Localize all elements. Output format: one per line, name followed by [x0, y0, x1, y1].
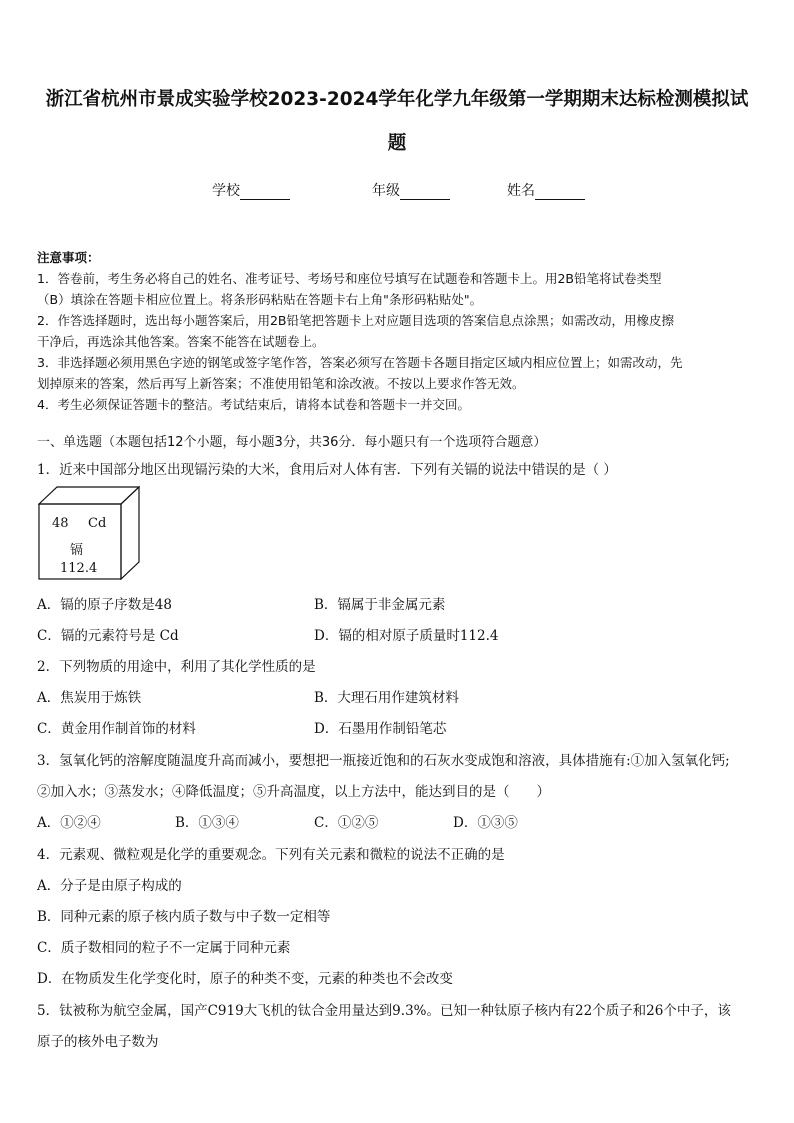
- element-mass: 112.4: [60, 561, 98, 576]
- element-symbol: Cd: [88, 516, 107, 531]
- notes-heading: 注意事项：: [37, 250, 100, 265]
- question-5-stem-line-2: 原子的核外电子数为: [37, 1034, 159, 1050]
- option-2c: C．黄金用作制首饰的材料: [37, 721, 196, 737]
- element-name: 镉: [70, 543, 84, 558]
- option-2d: D．石墨用作制铅笔芯: [314, 721, 447, 737]
- notes-item: 2．作答选择题时，选出每小题答案后，用2B铅笔把答题卡上对应题目选项的答案信息点涂黑；如需改动，用橡皮擦: [37, 313, 674, 328]
- title-line-1: 浙江省杭州市景成实验学校2023-2024学年化学九年级第一学期期末达标检测模拟试: [45, 89, 749, 110]
- section-heading: 一、单选题（本题包括12个小题，每小题3分，共36分．每小题只有一个选项符合题意）: [37, 435, 547, 450]
- element-card-cadmium: [38, 486, 140, 580]
- option-2a: A．焦炭用于炼铁: [37, 690, 142, 706]
- option-1d: D．镉的相对原子质量时112.4: [314, 628, 499, 644]
- option-1b: B．镉属于非金属元素: [314, 597, 446, 613]
- grade-field: 年级: [372, 180, 450, 200]
- option-2b: B．大理石用作建筑材料: [314, 690, 459, 706]
- option-3a: A．①②④: [37, 815, 101, 831]
- option-3b: B．①③④: [175, 815, 239, 831]
- notes-item: 3．非选择题必须用黑色字迹的钢笔或签字笔作答，答案必须写在答题卡各题目指定区域内相应位置上；如需改动，先: [37, 355, 683, 370]
- title-line-2: 题: [387, 133, 407, 154]
- notes-section: [37, 247, 757, 415]
- notes-item: （B）填涂在答题卡相应位置上。将条形码粘贴在答题卡右上角"条形码粘贴处"。: [37, 292, 483, 307]
- notes-item: 干净后，再选涂其他答案。答案不能答在试题卷上。: [37, 334, 325, 349]
- element-number: 48: [52, 516, 69, 531]
- option-3d: D．①③⑤: [453, 815, 518, 831]
- exam-title: [30, 78, 764, 166]
- notes-item: 4．考生必须保证答题卡的整洁。考试结束后，请将本试卷和答题卡一并交回。: [37, 397, 470, 412]
- notes-item: 划掉原来的答案，然后再写上新答案；不准使用铅笔和涂改液。不按以上要求作答无效。: [37, 376, 525, 391]
- question-3-stem-line-2: ②加入水；③蒸发水；④降低温度；⑤升高温度，以上方法中，能达到目的是（ ）: [37, 784, 550, 800]
- school-field: 学校: [212, 180, 290, 200]
- option-4d: D．在物质发生化学变化时，原子的种类不变，元素的种类也不会改变: [37, 971, 453, 987]
- question-3-stem-line-1: 3．氢氧化钙的溶解度随温度升高而减小，要想把一瓶接近饱和的石灰水变成饱和溶液，具体措施有:①加入氢氧化钙;: [37, 753, 730, 769]
- name-field: 姓名: [507, 180, 585, 200]
- option-1a: A．镉的原子序数是48: [37, 597, 172, 613]
- question-4-stem: 4．元素观、微粒观是化学的重要观念。下列有关元素和微粒的说法不正确的是: [37, 847, 505, 863]
- option-1c: C．镉的元素符号是 Cd: [37, 628, 179, 644]
- question-1-stem: 1．近来中国部分地区出现镉污染的大米，食用后对人体有害．下列有关镉的说法中错误的是（ ）: [37, 462, 617, 478]
- question-2-stem: 2．下列物质的用途中，利用了其化学性质的是: [37, 659, 316, 675]
- option-4a: A．分子是由原子构成的: [37, 878, 182, 894]
- option-4c: C．质子数相同的粒子不一定属于同种元素: [37, 940, 291, 956]
- option-3c: C．①②⑤: [314, 815, 379, 831]
- question-5-stem-line-1: 5．钛被称为航空金属，国产C919大飞机的钛合金用量达到9.3%。已知一种钛原子核内有22个质子和26个中子，该: [37, 1003, 731, 1019]
- notes-item: 1．答卷前，考生务必将自己的姓名、准考证号、考场号和座位号填写在试题卷和答题卡上。用2B铅笔将试卷类型: [37, 271, 662, 286]
- option-4b: B．同种元素的原子核内质子数与中子数一定相等: [37, 909, 331, 925]
